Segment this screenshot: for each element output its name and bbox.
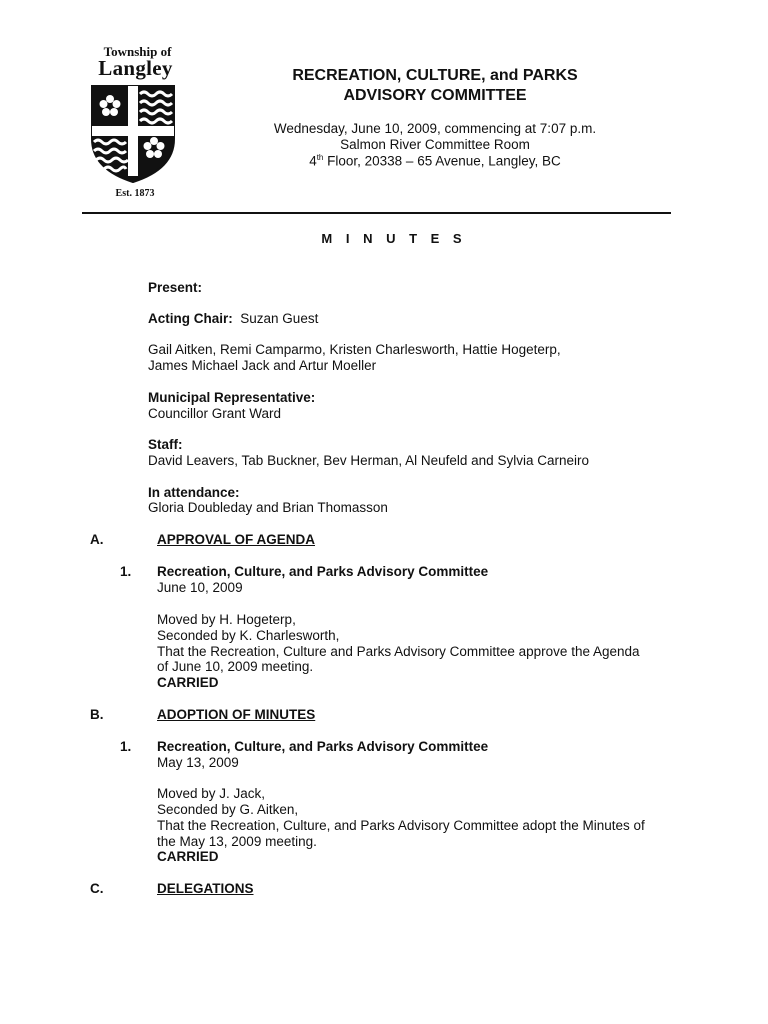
members-line2: James Michael Jack and Artur Moeller xyxy=(148,358,377,373)
section-a-item-date: June 10, 2009 xyxy=(157,580,243,595)
logo-established-text: Est. 1873 xyxy=(115,188,155,199)
municipal-rep-name: Councillor Grant Ward xyxy=(148,406,282,421)
attendance-label: In attendance: xyxy=(148,485,240,500)
section-a-motion-line2: of June 10, 2009 meeting. xyxy=(157,659,314,674)
present-label: Present: xyxy=(148,280,203,295)
section-a-seconded: Seconded by K. Charlesworth, xyxy=(157,628,340,643)
township-shield-logo xyxy=(90,84,176,184)
section-b-letter: B. xyxy=(90,707,104,722)
section-b-result: CARRIED xyxy=(157,849,219,864)
section-b-motion-line2: the May 13, 2009 meeting. xyxy=(157,834,317,849)
staff-label: Staff: xyxy=(148,437,183,452)
meeting-address: 4th Floor, 20338 – 65 Avenue, Langley, BC xyxy=(309,153,561,169)
logo-township-text: Township of xyxy=(103,44,172,59)
committee-title-line1: RECREATION, CULTURE, and PARKS xyxy=(292,67,578,84)
section-b-item-title: Recreation, Culture, and Parks Advisory Committee xyxy=(157,739,489,754)
header-divider xyxy=(82,212,671,214)
minutes-heading: M I N U T E S xyxy=(321,231,467,246)
section-a-item-title: Recreation, Culture, and Parks Advisory Committee xyxy=(157,564,489,579)
section-b-title: ADOPTION OF MINUTES xyxy=(157,707,316,722)
section-c-letter: C. xyxy=(90,881,104,896)
attendance-names: Gloria Doubleday and Brian Thomasson xyxy=(148,500,388,515)
staff-names: David Leavers, Tab Buckner, Bev Herman, Al Neufeld and Sylvia Carneiro xyxy=(148,453,589,468)
section-c-title: DELEGATIONS xyxy=(157,881,254,896)
section-a-item-number: 1. xyxy=(120,564,132,579)
committee-title-line2: ADVISORY COMMITTEE xyxy=(343,87,527,104)
meeting-date: Wednesday, June 10, 2009, commencing at 7:07 p.m. xyxy=(273,121,597,136)
logo-langley-text: Langley xyxy=(98,56,173,80)
section-b-item-number: 1. xyxy=(120,739,132,754)
members-line1: Gail Aitken, Remi Camparmo, Kristen Charlesworth, Hattie Hogeterp, xyxy=(148,342,561,357)
section-b-moved: Moved by J. Jack, xyxy=(157,786,266,801)
section-a-title: APPROVAL OF AGENDA xyxy=(157,532,316,547)
section-b-motion-line1: That the Recreation, Culture, and Parks Advisory Committee adopt the Minutes of xyxy=(157,818,645,833)
meeting-room: Salmon River Committee Room xyxy=(340,137,530,152)
section-a-letter: A. xyxy=(90,532,104,547)
section-a-motion-line1: That the Recreation, Culture and Parks Advisory Committee approve the Agenda xyxy=(157,644,640,659)
section-b-seconded: Seconded by G. Aitken, xyxy=(157,802,299,817)
municipal-rep-label: Municipal Representative: xyxy=(148,390,316,405)
acting-chair: Acting Chair: Suzan Guest xyxy=(148,311,319,326)
section-a-result: CARRIED xyxy=(157,675,219,690)
section-a-moved: Moved by H. Hogeterp, xyxy=(157,612,296,627)
section-b-item-date: May 13, 2009 xyxy=(157,755,239,770)
